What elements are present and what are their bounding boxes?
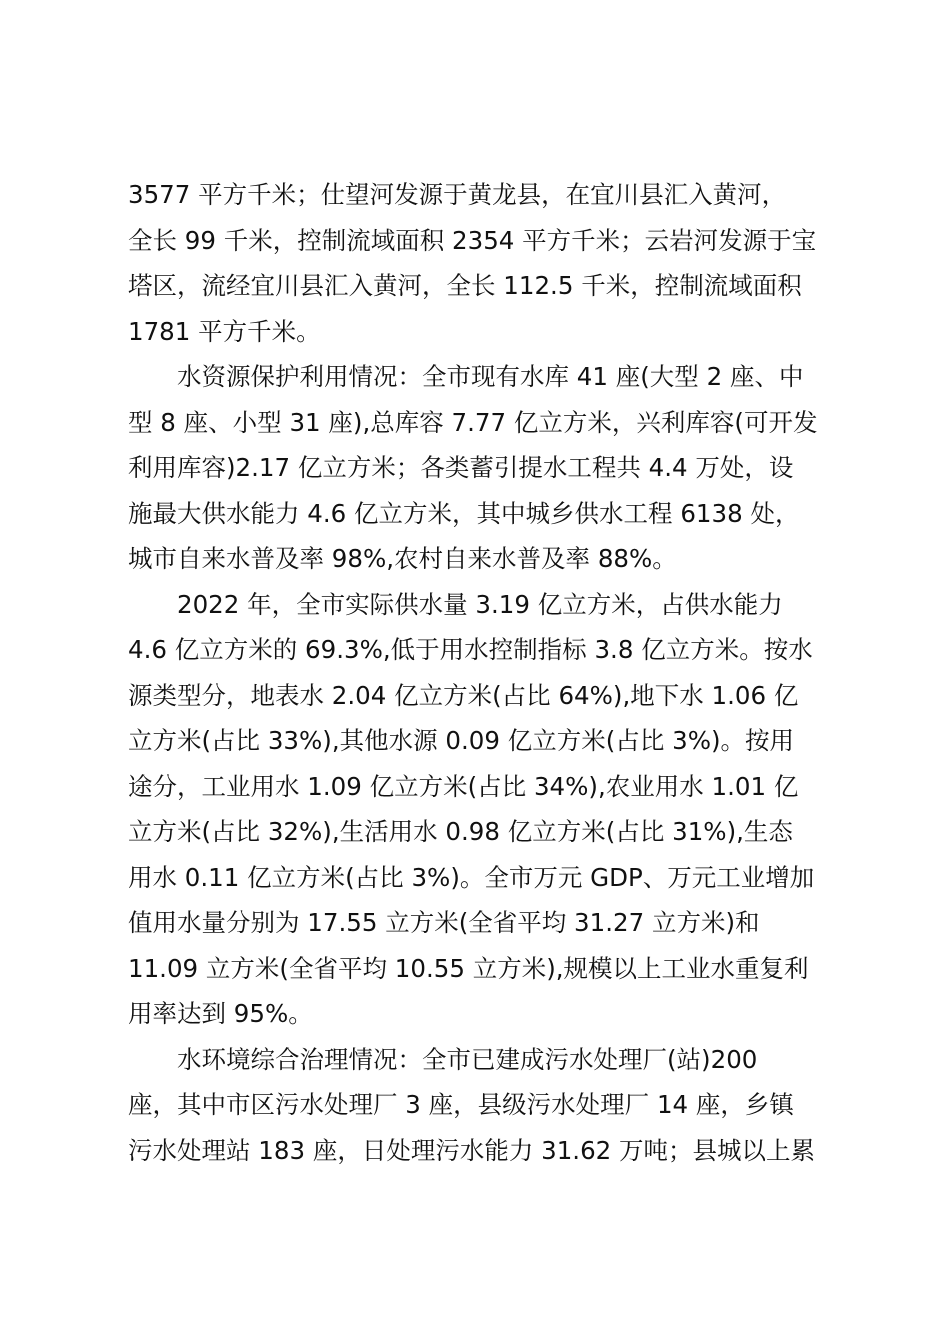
text-line: 水资源保护利用情况：全市现有水库 41 座(大型 2 座、中 <box>128 362 804 391</box>
text-line: 污水处理站 183 座，日处理污水能力 31.62 万吨；县城以上累 <box>128 1135 816 1165</box>
text-line: 全长 99 千米，控制流域面积 2354 平方千米；云岩河发源于宝 <box>128 225 817 255</box>
text-line: 1781 平方千米。 <box>128 316 321 346</box>
text-line: 水环境综合治理情况：全市已建成污水处理厂(站)200 <box>128 1044 758 1074</box>
text-line: 座，其中市区污水处理厂 3 座，县级污水处理厂 14 座，乡镇 <box>128 1090 794 1119</box>
text-line: 11.09 立方米(全省平均 10.55 立方米),规模以上工业水重复利 <box>128 953 809 983</box>
text-line: 源类型分，地表水 2.04 亿立方米(占比 64%),地下水 1.06 亿 <box>128 680 799 710</box>
text-line: 4.6 亿立方米的 69.3%,低于用水控制指标 3.8 亿立方米。按水 <box>128 635 813 664</box>
text-line: 型 8 座、小型 31 座),总库容 7.77 亿立方米，兴利库容(可开发 <box>128 407 818 437</box>
text-line: 利用库容)2.17 亿立方米；各类蓄引提水工程共 4.4 万处，设 <box>128 453 794 482</box>
text-line: 用水 0.11 亿立方米(占比 3%)。全市万元 GDP、万元工业增加 <box>128 862 815 892</box>
text-line: 塔区，流经宜川县汇入黄河，全长 112.5 千米，控制流域面积 <box>128 271 802 300</box>
text-line: 立方米(占比 32%),生活用水 0.98 亿立方米(占比 31%),生态 <box>128 817 793 846</box>
body-text <box>128 172 833 1173</box>
text-line: 立方米(占比 33%),其他水源 0.09 亿立方米(占比 3%)。按用 <box>128 726 795 755</box>
text-line: 用率达到 95%。 <box>128 999 313 1028</box>
text-line: 值用水量分别为 17.55 立方米(全省平均 31.27 立方米)和 <box>128 908 760 937</box>
text-line: 2022 年，全市实际供水量 3.19 亿立方米，占供水能力 <box>128 589 783 619</box>
text-line: 3577 平方千米；仕望河发源于黄龙县，在宜川县汇入黄河， <box>128 180 787 209</box>
text-line: 城市自来水普及率 98%,农村自来水普及率 88%。 <box>128 544 677 573</box>
text-line: 途分，工业用水 1.09 亿立方米(占比 34%),农业用水 1.01 亿 <box>128 771 799 801</box>
text-line: 施最大供水能力 4.6 亿立方米，其中城乡供水工程 6138 处， <box>128 498 800 528</box>
